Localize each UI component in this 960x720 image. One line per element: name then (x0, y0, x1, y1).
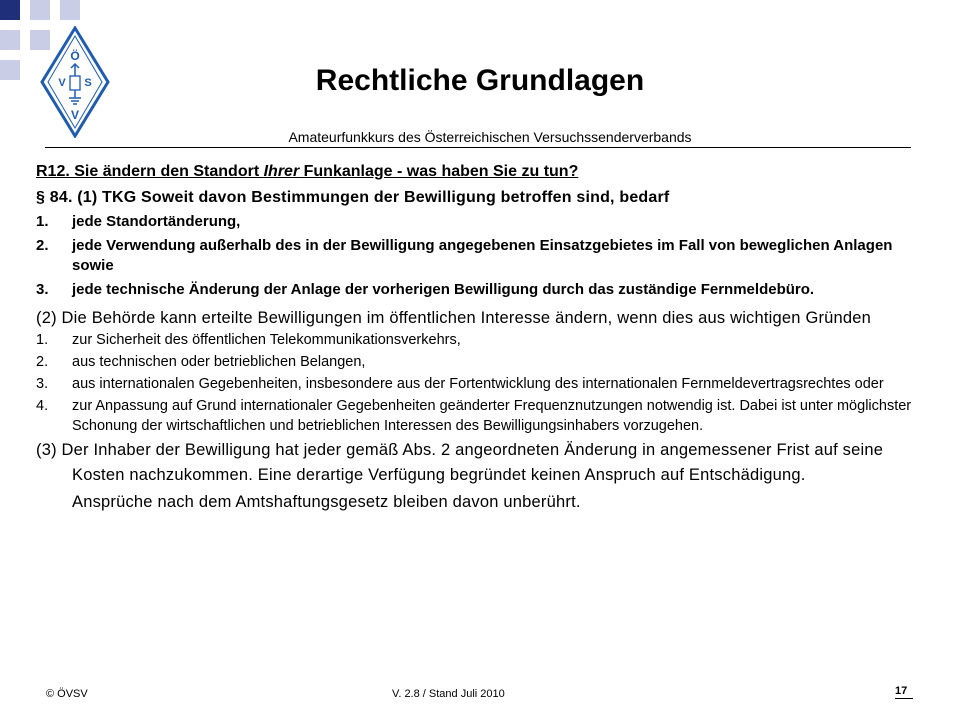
list-item: 3. jede technische Änderung der Anlage der vorherigen Bewilligung durch das zuständige Fernmeldebüro. (36, 281, 815, 298)
list-item: 2. jede Verwendung außerhalb des in der Bewilligung angegebenen Einsatzgebietes im Fall von beweglichen Anlagen sowie (36, 237, 893, 274)
corner-square-navy (0, 0, 20, 20)
list-item: 1. jede Standortänderung, (36, 213, 241, 230)
corner-square-light (30, 0, 50, 20)
header-divider (45, 147, 911, 148)
section-heading: § 84. (1) TKG Soweit davon Bestimmungen der Bewilligung betroffen sind, bedarf (36, 189, 670, 206)
footer-version: V. 2.8 / Stand Juli 2010 (392, 688, 505, 700)
list-item: 4. zur Anpassung auf Grund internationaler Gegebenheiten geänderter Frequenznutzungen notwendig ist. Dabei ist unter möglichster Schonung der wirtschaftlichen und betrieblichen Interessen des Bewilligungsinhabers vorzugehen. (36, 398, 912, 434)
list-item: 1. zur Sicherheit des öffentlichen Telekommunikationsverkehrs, (36, 332, 461, 348)
page-number: 17 (895, 685, 908, 697)
paragraph-3: (3) Der Inhaber der Bewilligung hat jeder gemäß Abs. 2 angeordneten Änderung in angemessener Frist auf seine Kosten nachzukommen. Eine derartige Verfügung begründet keinen Anspruch auf Entschädigung. (36, 441, 884, 484)
page-number-underline (895, 698, 913, 699)
logo-letter-s: S (84, 77, 92, 89)
page-title: Rechtliche Grundlagen (315, 64, 645, 97)
paragraph-2: (2) Die Behörde kann erteilte Bewilligungen im öffentlichen Interesse ändern, wenn dies aus wichtigen Gründen (36, 309, 872, 327)
logo-letter-v1: V (58, 77, 66, 89)
list-item: 3. aus internationalen Gegebenheiten, insbesondere aus der Fortentwicklung des internationalen Fernmeldevertragsrechtes oder (36, 376, 884, 392)
slide-content (36, 162, 926, 514)
logo-letter-v2: V (70, 108, 80, 122)
corner-square-light (0, 30, 20, 50)
corner-square-light (60, 0, 80, 20)
paragraph-3-note: Ansprüche nach dem Amtshaftungsgesetz bleiben davon unberührt. (72, 493, 581, 511)
logo-letter-o: Ö (70, 49, 80, 63)
exam-question: R12. Sie ändern den Standort Ihrer Funkanlage - was haben Sie zu tun? (36, 163, 579, 180)
list-item: 2. aus technischen oder betrieblichen Belangen, (36, 354, 366, 370)
page-subtitle: Amateurfunkkurs des Österreichischen Versuchssenderverbands (288, 129, 692, 145)
footer-copyright: © ÖVSV (46, 688, 88, 700)
